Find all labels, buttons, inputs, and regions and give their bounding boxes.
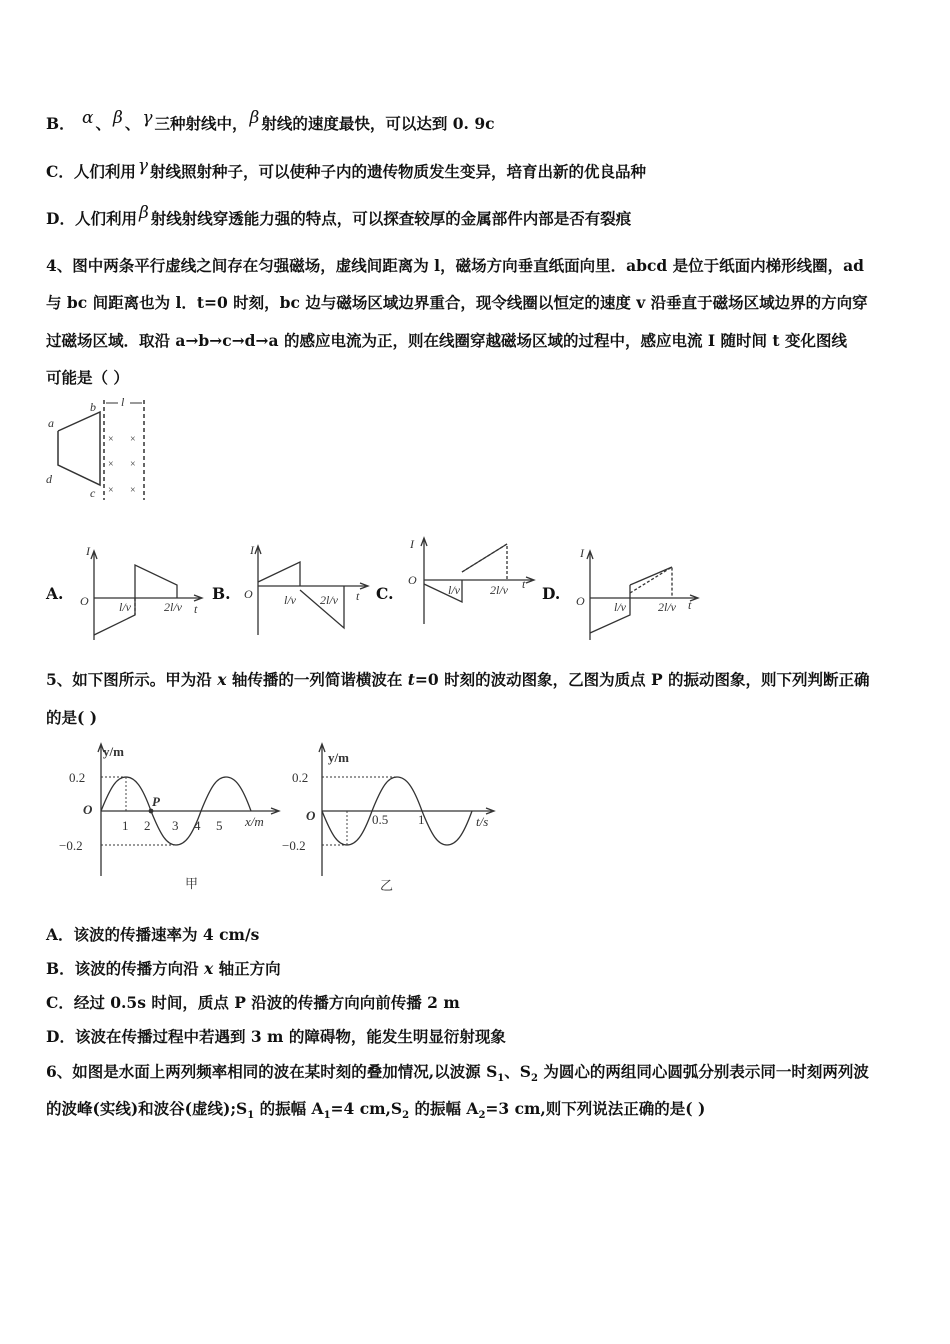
svg-text:4: 4 — [194, 818, 201, 833]
q4-line-2: 与 bc 间距离也为 l．t=0 时刻，bc 边与磁场区域边界重合，现令线圈以恒定的速度 v 沿垂直于磁场区域边界的方向穿 — [46, 293, 868, 312]
svg-text:2l/v: 2l/v — [320, 593, 338, 607]
alpha-symbol: α — [82, 108, 94, 128]
svg-text:t/s: t/s — [476, 814, 489, 829]
graph-option-d — [568, 545, 703, 645]
svg-text:t: t — [688, 598, 692, 612]
trapezoid-coil — [58, 412, 100, 485]
option-a-label: A. — [46, 584, 64, 603]
svg-text:甲: 甲 — [185, 876, 199, 891]
svg-text:×: × — [108, 434, 114, 445]
svg-text:0.5: 0.5 — [372, 812, 389, 827]
svg-text:O: O — [576, 594, 585, 608]
vibration-graph — [280, 740, 510, 895]
label-l: l — [121, 395, 125, 409]
gamma-symbol: γ — [142, 108, 153, 128]
separator: 、 — [95, 114, 112, 133]
svg-text:0.2: 0.2 — [69, 770, 86, 785]
svg-text:−0.2: −0.2 — [59, 838, 83, 853]
option-prefix: C．人们利用 — [46, 162, 136, 181]
option-d-label: D. — [542, 584, 561, 603]
svg-text:x/m: x/m — [245, 814, 264, 829]
option-b-label: B. — [212, 584, 231, 603]
label-d: d — [46, 472, 52, 486]
label-a: a — [48, 416, 54, 430]
wave-graph — [55, 740, 285, 895]
svg-text:O: O — [83, 802, 93, 817]
svg-text:t: t — [194, 602, 198, 616]
svg-text:0.2: 0.2 — [292, 770, 309, 785]
svg-text:×: × — [108, 485, 114, 496]
svg-text:l/v: l/v — [119, 600, 131, 614]
svg-text:2l/v: 2l/v — [658, 600, 676, 614]
svg-text:O: O — [80, 594, 89, 608]
svg-text:−0.2: −0.2 — [282, 838, 306, 853]
svg-text:I: I — [580, 546, 584, 560]
gamma-symbol: γ — [137, 156, 149, 176]
option-prefix: D．人们利用 — [46, 209, 137, 228]
point-p — [149, 809, 154, 814]
svg-text:×: × — [130, 459, 136, 470]
graph-option-c — [402, 532, 542, 632]
option-text: 三种射线中， — [154, 114, 248, 133]
svg-text:I: I — [250, 543, 254, 557]
graph-option-b — [238, 540, 373, 640]
svg-text:×: × — [130, 485, 136, 496]
svg-text:l/v: l/v — [448, 583, 460, 597]
svg-text:O: O — [306, 808, 316, 823]
svg-text:1: 1 — [418, 812, 425, 827]
svg-text:t: t — [356, 589, 360, 603]
svg-text:l/v: l/v — [614, 600, 626, 614]
beta-symbol: β — [113, 108, 123, 128]
q5-option-c: C．经过 0.5s 时间，质点 P 沿波的传播方向向前传播 2 m — [46, 993, 460, 1012]
svg-text:乙: 乙 — [380, 878, 394, 893]
separator: 、 — [124, 114, 141, 133]
svg-text:3: 3 — [172, 818, 179, 833]
option-text: 射线照射种子，可以使种子内的遗传物质发生变异，培育出新的优良品种 — [150, 162, 647, 181]
option-text: 射线射线穿透能力强的特点，可以探查较厚的金属部件内部是否有裂痕 — [150, 209, 632, 228]
svg-text:2: 2 — [144, 818, 151, 833]
svg-text:2l/v: 2l/v — [490, 583, 508, 597]
svg-text:P: P — [152, 794, 160, 809]
q5-option-a: A．该波的传播速率为 4 cm/s — [46, 925, 260, 944]
svg-text:I: I — [410, 537, 414, 551]
q4-line-3: 过磁场区域．取沿 a→b→c→d→a 的感应电流为正，则在线圈穿越磁场区域的过程中，感应电流 I 随时间 t 变化图线 — [46, 331, 847, 350]
svg-text:2l/v: 2l/v — [164, 600, 182, 614]
option-prefix: B． — [46, 114, 75, 133]
svg-text:5: 5 — [216, 818, 223, 833]
beta-symbol: β — [249, 108, 260, 128]
q3-option-d — [46, 203, 632, 229]
svg-text:I: I — [86, 545, 90, 558]
label-c: c — [90, 486, 96, 500]
svg-text:O: O — [244, 587, 253, 601]
q6-line-2: 的波峰(实线)和波谷(虚线)$;S_1$ 的振幅 $A_1=4$ $cm,S_2$ 的振幅 $A_2=3$ cm,则下列说法正确的是( ) — [46, 1099, 706, 1122]
svg-text:y/m: y/m — [328, 750, 349, 765]
svg-text:t: t — [522, 577, 526, 591]
q3-option-b — [46, 108, 495, 134]
field-crosses — [108, 434, 136, 496]
q5-option-b: B．该波的传播方向沿 x 轴正方向 — [46, 959, 281, 978]
svg-text:l/v: l/v — [284, 593, 296, 607]
svg-text:×: × — [130, 434, 136, 445]
svg-text:×: × — [108, 459, 114, 470]
svg-text:O: O — [408, 573, 417, 587]
beta-symbol: β — [138, 203, 149, 223]
q5-line-1: 5、如下图所示。甲为沿 x 轴传播的一列简谐横波在 t=0 时刻的波动图象，乙图为质点 P 的振动图象，则下列判断正确 — [46, 670, 870, 689]
option-c-label: C. — [376, 584, 394, 603]
q4-line-4: 可能是（ ） — [46, 368, 129, 387]
q6-line-1: 6、如图是水面上两列频率相同的波在某时刻的叠加情况,以波源 $S_1$、$S_2$ 为圆心的两组同心圆弧分别表示同一时刻两列波 — [46, 1062, 869, 1085]
label-b: b — [90, 400, 96, 414]
svg-text:y/m: y/m — [103, 744, 124, 759]
coil-diagram — [40, 395, 160, 505]
q4-line-1: 4、图中两条平行虚线之间存在匀强磁场，虚线间距离为 l，磁场方向垂直纸面向里．abcd 是位于纸面内梯形线圈，ad — [46, 256, 865, 275]
svg-text:1: 1 — [122, 818, 129, 833]
option-text: 射线的速度最快，可以达到 0. 9c — [261, 114, 495, 133]
q5-option-d: D．该波在传播过程中若遇到 3 m 的障碍物，能发生明显衍射现象 — [46, 1027, 506, 1046]
graph-option-a — [72, 545, 207, 645]
q5-line-2: 的是( ) — [46, 708, 98, 727]
q3-option-c — [46, 156, 647, 182]
